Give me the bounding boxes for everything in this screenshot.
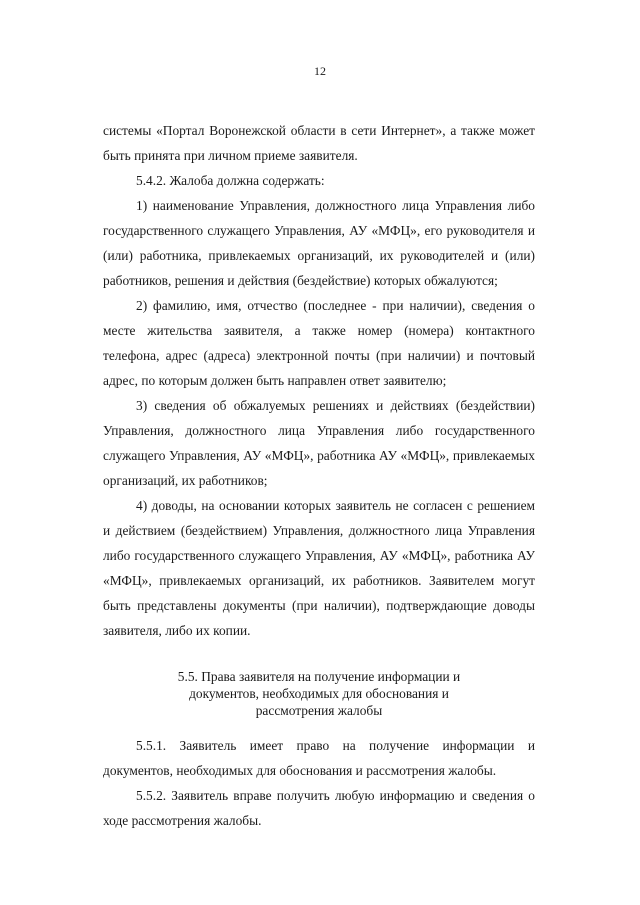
- paragraph-item-3: 3) сведения об обжалуемых решениях и действиях (бездействии) Управления, должностного лица Управления либо государственного служащего Управления, АУ «МФЦ», работника АУ «МФЦ», привлекаемых организаций, их работников;: [103, 398, 535, 488]
- paragraph-5-4-2: 5.4.2. Жалоба должна содержать:: [136, 173, 325, 188]
- paragraph-item-2: 2) фамилию, имя, отчество (последнее - при наличии), сведения о месте жительства заявителя, а также номер (номера) контактного телефона, адрес (адреса) электронной почты (при наличии) и почтовый адрес, по которым должен быть направлен ответ заявителю;: [103, 298, 535, 388]
- paragraph-continuation: системы «Портал Воронежской области в сети Интернет», а также может быть принята при личном приеме заявителя.: [103, 123, 535, 163]
- page-number: 12: [314, 64, 326, 78]
- paragraph-item-4: 4) доводы, на основании которых заявитель не согласен с решением и действием (бездействием) Управления, должностного лица Управления либо государственного служащего Управления, АУ «МФЦ», работника АУ «МФЦ», привлекаемых организаций, их работников. Заявителем могут быть представлены документы (при наличии), подтверждающие доводы заявителя, либо их копии.: [103, 498, 535, 638]
- paragraph-5-5-1: 5.5.1. Заявитель имеет право на получение информации и документов, необходимых для обоснования и рассмотрения жалобы.: [103, 738, 535, 778]
- paragraph-item-1: 1) наименование Управления, должностного лица Управления либо государственного служащего Управления, АУ «МФЦ», его руководителя и (или) работника, привлекаемых организаций, их руководителей и (или) работников, решения и действия (бездействие) которых обжалуются;: [103, 198, 535, 288]
- document-body: [103, 118, 535, 833]
- paragraph-5-5-2: 5.5.2. Заявитель вправе получить любую информацию и сведения о ходе рассмотрения жалобы.: [103, 788, 535, 828]
- section-heading-5-5: 5.5. Права заявителя на получение информации и документов, необходимых для обоснования и рассмотрения жалобы: [177, 669, 461, 718]
